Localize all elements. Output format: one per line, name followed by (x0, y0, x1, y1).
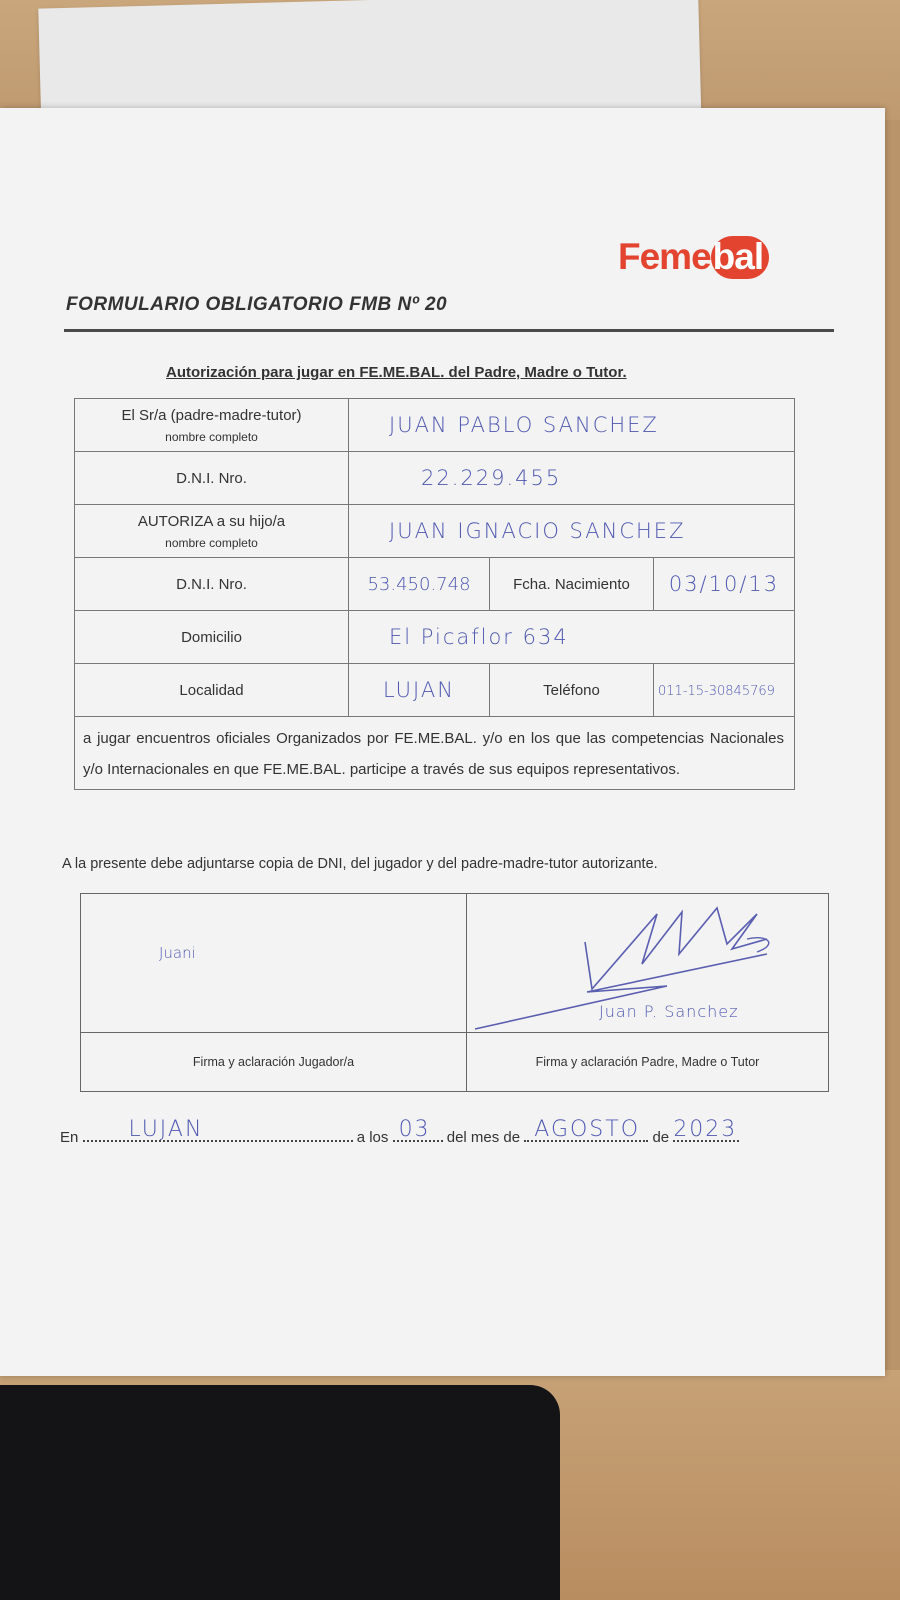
signature-table (80, 893, 829, 1092)
table-row (75, 505, 795, 558)
parent-dni-value: 22.229.455 (421, 466, 562, 490)
phone-value: 011-15-30845769 (658, 683, 775, 699)
birth-date-value: 03/10/13 (668, 572, 780, 596)
parent-name-field[interactable] (349, 399, 795, 452)
footer-en-label: En (60, 1129, 79, 1146)
footer-month-label: del mes de (446, 1129, 521, 1146)
attachment-note: A la presente debe adjuntarse copia de DNI, del jugador y del padre-madre-tutor autorizante. (62, 856, 658, 872)
year-field[interactable] (673, 1117, 739, 1142)
city-label: Localidad (75, 664, 349, 717)
parent-dni-field[interactable] (349, 452, 795, 505)
player-signature-caption: Firma y aclaración Jugador/a (81, 1033, 467, 1092)
address-field[interactable] (349, 611, 795, 664)
month-field[interactable] (524, 1117, 648, 1142)
tutor-clarification: Juan P. Sanchez (599, 1002, 739, 1021)
child-sublabel: nombre completo (165, 535, 258, 550)
child-name-value: JUAN IGNACIO SANCHEZ (389, 519, 686, 543)
parent-dni-label: D.N.I. Nro. (75, 452, 349, 505)
tutor-signature-caption: Firma y aclaración Padre, Madre o Tutor (467, 1033, 829, 1092)
place-field[interactable] (83, 1117, 353, 1142)
parent-name-value: JUAN PABLO SANCHEZ (389, 413, 659, 437)
child-dni-value: 53.450.748 (367, 573, 471, 595)
table-row (75, 452, 795, 505)
day-value: 03 (398, 1117, 431, 1142)
birth-date-label: Fcha. Nacimiento (490, 558, 654, 611)
child-name-field[interactable] (349, 505, 795, 558)
form-subtitle: Autorización para jugar en FE.ME.BAL. del Padre, Madre o Tutor. (166, 364, 627, 381)
footer-day-label: a los (356, 1129, 389, 1146)
dark-object (0, 1385, 560, 1600)
player-signature: Juani (159, 944, 196, 962)
year-value: 2023 (673, 1117, 738, 1142)
table-row (75, 558, 795, 611)
address-label: Domicilio (75, 611, 349, 664)
month-value: AGOSTO (534, 1117, 641, 1142)
authorization-table (74, 398, 795, 790)
player-signature-box[interactable] (81, 894, 467, 1033)
form-title: FORMULARIO OBLIGATORIO FMB Nº 20 (66, 294, 448, 315)
place-value: LUJAN (128, 1117, 204, 1142)
parent-label-cell (75, 399, 349, 452)
footer-line (60, 1117, 739, 1146)
city-field[interactable] (349, 664, 490, 717)
table-row (75, 717, 795, 790)
phone-field[interactable] (654, 664, 795, 717)
parent-sublabel: nombre completo (165, 429, 258, 444)
table-row (75, 611, 795, 664)
table-row (75, 399, 795, 452)
parent-label: El Sr/a (padre-madre-tutor) (121, 406, 302, 424)
child-dni-label: D.N.I. Nro. (75, 558, 349, 611)
footer-year-label: de (652, 1129, 670, 1146)
title-divider (64, 329, 834, 332)
authorization-text: a jugar encuentros oficiales Organizados por FE.ME.BAL. y/o en los que las competencias Nacionales y/o Internacionales en que FE.ME.BAL. participe a través de sus equipos representativos. (75, 717, 795, 790)
phone-label: Teléfono (490, 664, 654, 717)
city-value: LUJAN (383, 678, 455, 702)
child-label: AUTORIZA a su hijo/a (137, 512, 286, 530)
femebal-logo: Femebal (618, 236, 769, 278)
address-value: El Picaflor 634 (389, 625, 569, 649)
child-dni-field[interactable] (349, 558, 490, 611)
child-label-cell (75, 505, 349, 558)
table-row (75, 664, 795, 717)
day-field[interactable] (393, 1117, 443, 1142)
birth-date-field[interactable] (654, 558, 795, 611)
tutor-signature-box[interactable] (467, 894, 829, 1033)
